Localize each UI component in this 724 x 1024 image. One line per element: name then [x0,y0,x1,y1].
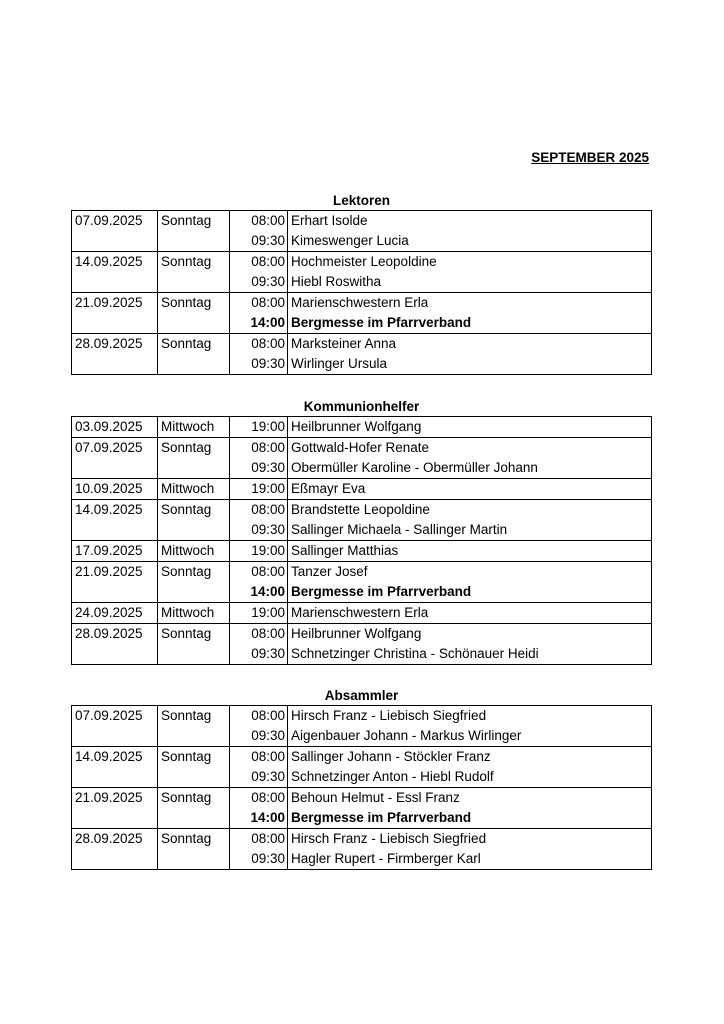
day-cell: Sonntag [158,624,230,645]
date-cell: 21.09.2025 [72,293,158,314]
date-cell [72,849,158,870]
date-cell [72,767,158,788]
day-cell [158,808,230,829]
time-cell: 08:00 [230,252,288,273]
time-cell: 08:00 [230,293,288,314]
name-cell: Behoun Helmut - Essl Franz [288,788,652,809]
name-cell: Schnetzinger Anton - Hiebl Rudolf [288,767,652,788]
day-cell [158,849,230,870]
roster-table [71,416,652,665]
day-cell: Sonntag [158,293,230,314]
table-row [72,706,652,727]
name-cell: Bergmesse im Pfarrverband [288,808,652,829]
date-cell: 17.09.2025 [72,541,158,562]
date-cell [72,582,158,603]
date-cell [72,726,158,747]
name-cell: Tanzer Josef [288,562,652,583]
table-row [72,788,652,809]
time-cell: 09:30 [230,767,288,788]
time-cell: 09:30 [230,726,288,747]
date-cell: 21.09.2025 [72,562,158,583]
time-cell: 14:00 [230,313,288,334]
date-cell [72,644,158,665]
name-cell: Eßmayr Eva [288,479,652,500]
page-title: SEPTEMBER 2025 [531,150,649,165]
time-cell: 09:30 [230,520,288,541]
time-cell: 08:00 [230,438,288,459]
date-cell: 28.09.2025 [72,334,158,355]
name-cell: Marienschwestern Erla [288,293,652,314]
time-cell: 08:00 [230,624,288,645]
day-cell: Sonntag [158,334,230,355]
day-cell: Sonntag [158,252,230,273]
table-row [72,252,652,273]
name-cell: Bergmesse im Pfarrverband [288,582,652,603]
day-cell: Sonntag [158,562,230,583]
time-cell: 19:00 [230,479,288,500]
day-cell: Sonntag [158,211,230,232]
table-row [72,231,652,252]
date-cell: 28.09.2025 [72,624,158,645]
day-cell [158,272,230,293]
name-cell: Marksteiner Anna [288,334,652,355]
table-row [72,293,652,314]
day-cell [158,767,230,788]
day-cell: Mittwoch [158,541,230,562]
table-row [72,500,652,521]
date-cell [72,313,158,334]
date-cell: 07.09.2025 [72,706,158,727]
time-cell: 14:00 [230,808,288,829]
day-cell: Sonntag [158,500,230,521]
date-cell: 21.09.2025 [72,788,158,809]
date-cell: 03.09.2025 [72,417,158,438]
date-cell: 24.09.2025 [72,603,158,624]
section-lektoren [71,192,652,375]
day-cell: Sonntag [158,438,230,459]
table-row [72,808,652,829]
day-cell [158,644,230,665]
table-row [72,272,652,293]
day-cell: Sonntag [158,747,230,768]
day-cell [158,231,230,252]
name-cell: Obermüller Karoline - Obermüller Johann [288,458,652,479]
table-row [72,624,652,645]
day-cell: Mittwoch [158,479,230,500]
table-row [72,829,652,850]
date-cell [72,354,158,375]
day-cell [158,726,230,747]
date-cell: 14.09.2025 [72,252,158,273]
date-cell [72,520,158,541]
time-cell: 19:00 [230,417,288,438]
name-cell: Schnetzinger Christina - Schönauer Heidi [288,644,652,665]
name-cell: Hirsch Franz - Liebisch Siegfried [288,829,652,850]
name-cell: Sallinger Johann - Stöckler Franz [288,747,652,768]
day-cell [158,458,230,479]
section-heading: Kommunionhelfer [303,399,420,414]
time-cell: 09:30 [230,458,288,479]
name-cell: Hochmeister Leopoldine [288,252,652,273]
time-cell: 08:00 [230,562,288,583]
time-cell: 08:00 [230,211,288,232]
time-cell: 19:00 [230,603,288,624]
table-row [72,849,652,870]
time-cell: 14:00 [230,582,288,603]
table-row [72,726,652,747]
date-cell: 14.09.2025 [72,747,158,768]
name-cell: Erhart Isolde [288,211,652,232]
table-row [72,520,652,541]
date-cell [72,458,158,479]
day-cell: Sonntag [158,829,230,850]
table-row [72,747,652,768]
name-cell: Hagler Rupert - Firmberger Karl [288,849,652,870]
date-cell: 07.09.2025 [72,438,158,459]
name-cell: Hirsch Franz - Liebisch Siegfried [288,706,652,727]
day-cell [158,354,230,375]
time-cell: 09:30 [230,354,288,375]
name-cell: Sallinger Matthias [288,541,652,562]
table-row [72,438,652,459]
section-heading: Absammler [324,688,399,703]
date-cell: 28.09.2025 [72,829,158,850]
name-cell: Heilbrunner Wolfgang [288,624,652,645]
table-row [72,417,652,438]
table-row [72,354,652,375]
roster-table [71,210,652,375]
date-cell [72,808,158,829]
time-cell: 09:30 [230,644,288,665]
day-cell: Mittwoch [158,417,230,438]
date-cell [72,231,158,252]
name-cell: Bergmesse im Pfarrverband [288,313,652,334]
name-cell: Marienschwestern Erla [288,603,652,624]
name-cell: Aigenbauer Johann - Markus Wirlinger [288,726,652,747]
day-cell [158,582,230,603]
day-cell: Mittwoch [158,603,230,624]
time-cell: 08:00 [230,829,288,850]
table-row [72,582,652,603]
table-row [72,541,652,562]
time-cell: 08:00 [230,788,288,809]
table-row [72,211,652,232]
time-cell: 08:00 [230,706,288,727]
section-kommunionhelfer [71,398,652,665]
time-cell: 08:00 [230,500,288,521]
time-cell: 09:30 [230,231,288,252]
name-cell: Hiebl Roswitha [288,272,652,293]
date-cell: 10.09.2025 [72,479,158,500]
table-row [72,334,652,355]
time-cell: 19:00 [230,541,288,562]
date-cell [72,272,158,293]
time-cell: 09:30 [230,849,288,870]
name-cell: Wirlinger Ursula [288,354,652,375]
day-cell: Sonntag [158,788,230,809]
table-row [72,562,652,583]
name-cell: Kimeswenger Lucia [288,231,652,252]
section-absammler [71,687,652,870]
name-cell: Gottwald-Hofer Renate [288,438,652,459]
day-cell [158,520,230,541]
table-row [72,479,652,500]
date-cell: 07.09.2025 [72,211,158,232]
table-row [72,767,652,788]
date-cell: 14.09.2025 [72,500,158,521]
day-cell: Sonntag [158,706,230,727]
name-cell: Brandstette Leopoldine [288,500,652,521]
section-heading: Lektoren [332,193,390,208]
time-cell: 08:00 [230,334,288,355]
table-row [72,603,652,624]
day-cell [158,313,230,334]
time-cell: 08:00 [230,747,288,768]
time-cell: 09:30 [230,272,288,293]
table-row [72,644,652,665]
name-cell: Sallinger Michaela - Sallinger Martin [288,520,652,541]
roster-table [71,705,652,870]
table-row [72,458,652,479]
table-row [72,313,652,334]
name-cell: Heilbrunner Wolfgang [288,417,652,438]
